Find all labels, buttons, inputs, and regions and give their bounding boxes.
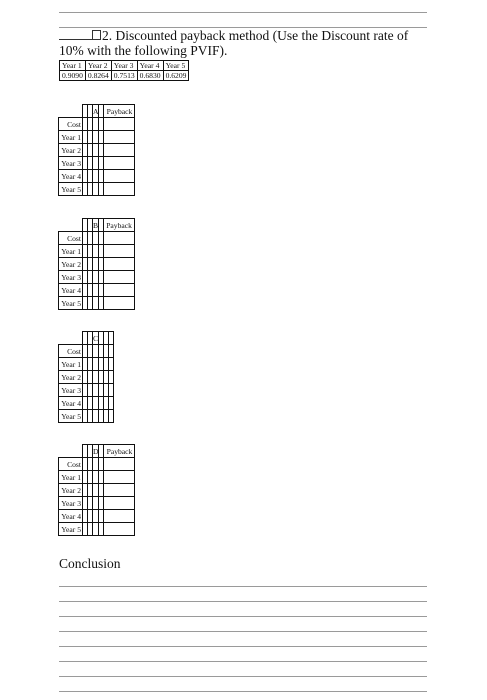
cell[interactable] [104,144,135,157]
answer-blank[interactable] [59,28,92,40]
row-label: Cost [59,345,83,358]
conclusion-line[interactable] [59,676,427,677]
row-label: Year 3 [59,157,83,170]
question-number-text: 2. Discounted payback method (Use the Discount rate of [102,28,409,43]
row-label: Year 1 [59,471,83,484]
pvif-value: 0.8264 [85,71,111,81]
pvif-value: 0.7513 [111,71,137,81]
conclusion-line[interactable] [59,601,427,602]
project-name: D [93,446,99,456]
project-table-a [58,104,135,196]
conclusion-line[interactable] [59,616,427,617]
row-label: Cost [59,232,83,245]
project-table-c [58,331,114,423]
row-label: Year 2 [59,371,83,384]
cell[interactable] [104,157,135,170]
conclusion-line[interactable] [59,661,427,662]
row-label: Year 1 [59,358,83,371]
pvif-value: 0.6209 [163,71,189,81]
corner-blank [59,105,83,118]
cell[interactable] [104,484,135,497]
row-label: Year 2 [59,144,83,157]
row-label: Year 3 [59,271,83,284]
pvif-header: Year 1 [60,61,86,71]
payback-header: Payback [104,445,135,458]
cell[interactable] [104,510,135,523]
cell[interactable] [104,183,135,196]
pvif-header: Year 4 [137,61,163,71]
cell[interactable] [104,232,135,245]
conclusion-label: Conclusion [59,556,121,571]
cell[interactable] [104,284,135,297]
cell[interactable] [104,271,135,284]
row-label: Year 5 [59,410,83,423]
checkbox[interactable] [92,30,101,40]
row-label: Year 4 [59,170,83,183]
project-table-b [58,218,135,310]
pvif-value: 0.6830 [137,71,163,81]
cell[interactable] [109,410,114,423]
cell[interactable] [109,358,114,371]
answer-line [59,12,427,13]
cell[interactable] [104,523,135,536]
project-name: C [93,333,99,343]
cell[interactable] [104,258,135,271]
conclusion-line[interactable] [59,631,427,632]
cell[interactable] [104,471,135,484]
payback-header: Payback [104,105,135,118]
pvif-value-row [60,71,189,81]
cell[interactable] [104,170,135,183]
row-label: Year 4 [59,510,83,523]
row-label: Year 2 [59,484,83,497]
payback-header: Payback [104,219,135,232]
pvif-header: Year 5 [163,61,189,71]
pvif-header: Year 2 [85,61,111,71]
cell[interactable] [109,397,114,410]
row-label: Year 3 [59,384,83,397]
row-label: Year 4 [59,284,83,297]
question-text [59,28,429,43]
row-label: Year 5 [59,297,83,310]
cell[interactable] [109,371,114,384]
pvif-header-row [60,61,189,71]
row-label: Year 5 [59,183,83,196]
row-label: Cost [59,118,83,131]
row-label: Year 3 [59,497,83,510]
cell[interactable] [109,345,114,358]
project-name: B [93,220,99,230]
project-table-d [58,444,135,536]
corner-blank [59,445,83,458]
cell[interactable] [109,332,114,345]
cell[interactable] [104,458,135,471]
cell[interactable] [104,118,135,131]
pvif-header: Year 3 [111,61,137,71]
row-label: Year 2 [59,258,83,271]
conclusion-line[interactable] [59,646,427,647]
cell[interactable] [109,384,114,397]
corner-blank [59,219,83,232]
cell[interactable] [104,497,135,510]
conclusion-line[interactable] [59,586,427,587]
cell[interactable] [104,245,135,258]
pvif-value: 0.9090 [60,71,86,81]
row-label: Year 4 [59,397,83,410]
cell[interactable] [104,297,135,310]
corner-blank [59,332,83,345]
question-continuation: 10% with the following PVIF). [59,43,228,58]
pvif-table [59,60,189,81]
conclusion-line[interactable] [59,691,427,692]
row-label: Year 1 [59,131,83,144]
row-label: Cost [59,458,83,471]
project-name: A [93,106,99,116]
row-label: Year 1 [59,245,83,258]
cell[interactable] [104,131,135,144]
row-label: Year 5 [59,523,83,536]
